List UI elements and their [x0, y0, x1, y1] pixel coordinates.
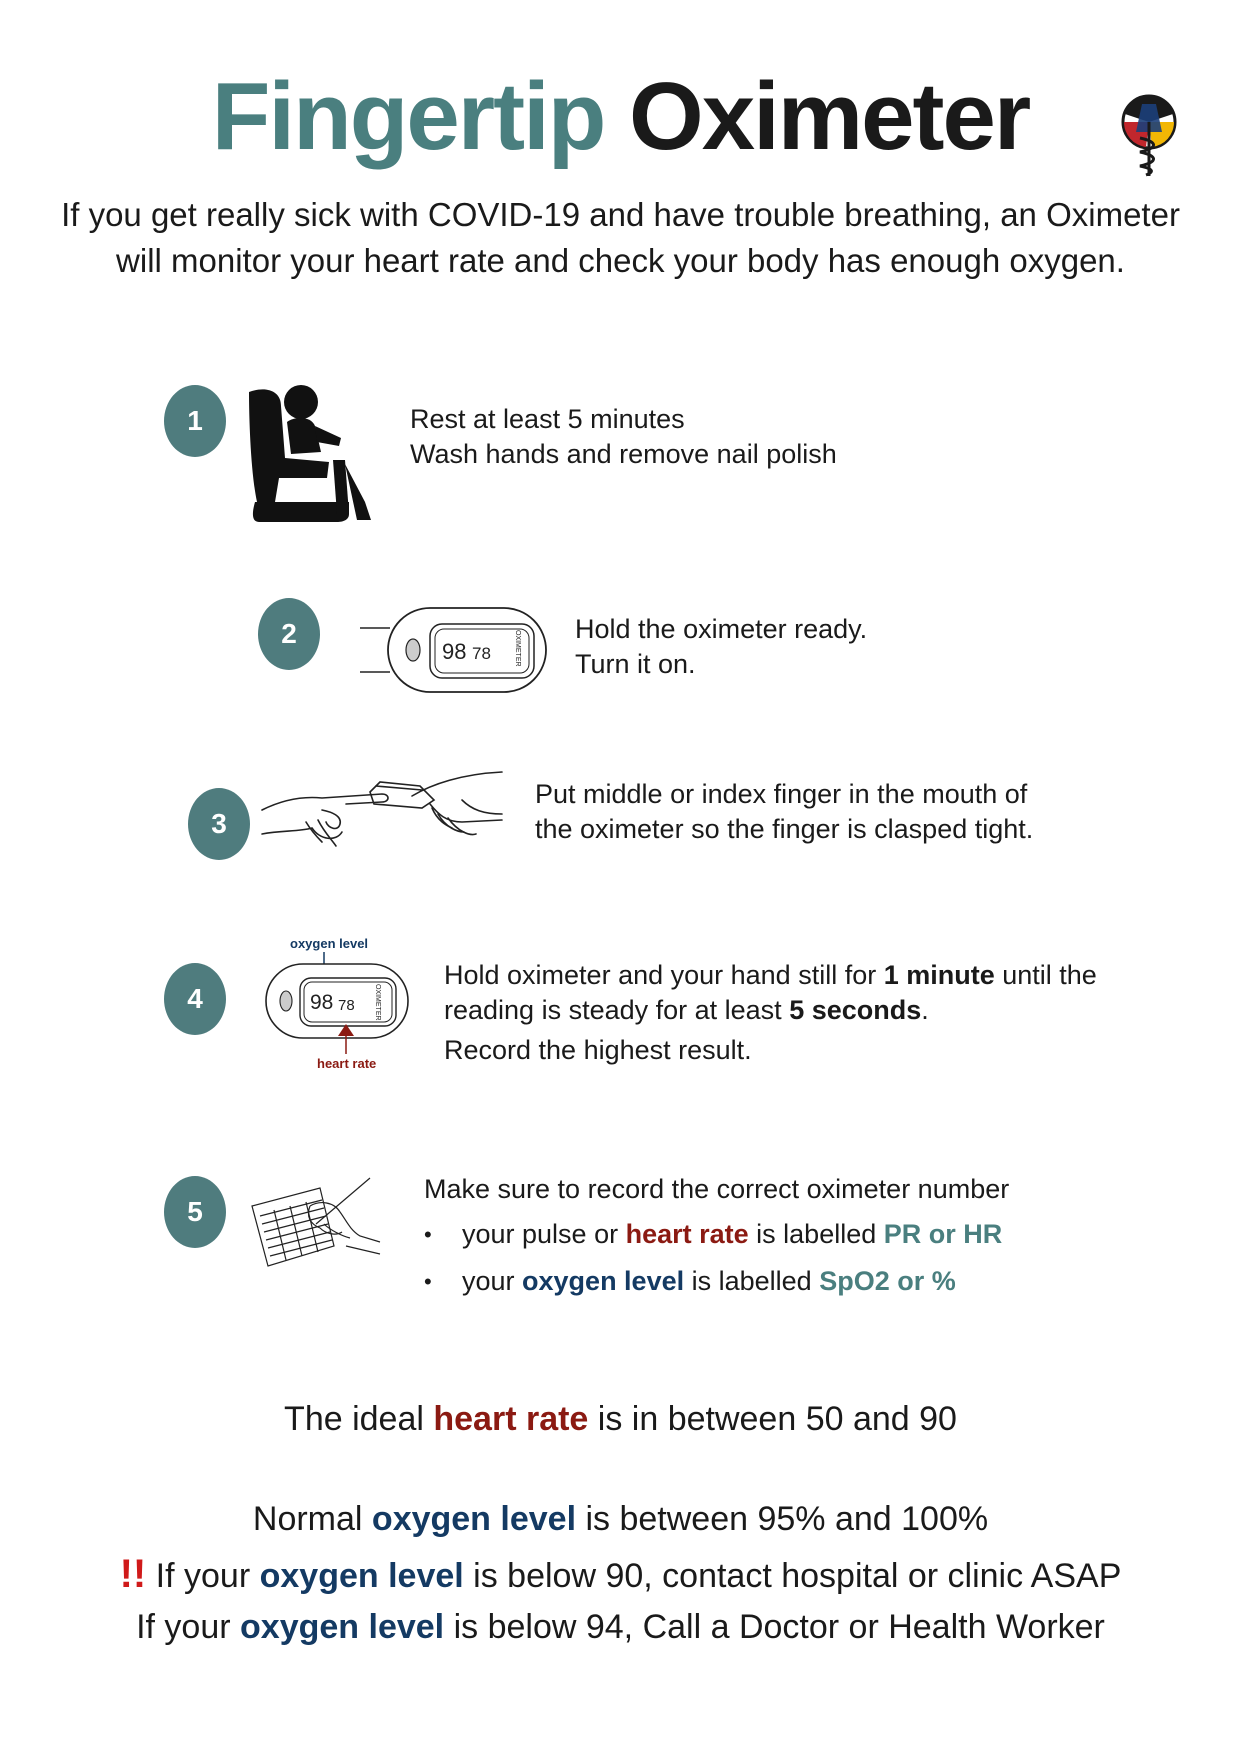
- bullet-2-highlight: oxygen level: [522, 1266, 685, 1296]
- warning-icon: !!: [119, 1552, 147, 1596]
- step-1-line-1: Rest at least 5 minutes: [410, 404, 685, 434]
- intro-text: [40, 192, 1201, 284]
- title-part1: Fingertip: [211, 63, 605, 170]
- bullet-2-label: SpO2 or %: [819, 1266, 956, 1296]
- summary-oxygen-below-94: [0, 1608, 1241, 1647]
- heart-rate-label: heart rate: [317, 1056, 377, 1071]
- oxygen-level-label: oxygen level: [290, 936, 369, 951]
- armchair-person-icon: [245, 382, 375, 524]
- step-2-line-1: Hold the oximeter ready.: [575, 614, 868, 644]
- oximeter-labelled-icon: [262, 934, 412, 1070]
- step-2-badge: 2: [258, 598, 320, 670]
- title-part2: Oximeter: [629, 63, 1030, 170]
- summary-oxygen-normal: [0, 1500, 1241, 1539]
- summary-4-highlight: oxygen level: [240, 1608, 445, 1646]
- oximeter-spo2-reading: 98: [442, 639, 467, 664]
- step-4-line-2-bold: 5 seconds: [789, 995, 922, 1025]
- step-5-bullet-2: [424, 1258, 1009, 1305]
- step-4-line-1: [444, 958, 1097, 993]
- summary-3-pre: If your: [146, 1557, 260, 1595]
- summary-4-pre: If your: [136, 1608, 241, 1646]
- summary-oxygen-below-90: [0, 1552, 1241, 1597]
- oximeter-pr-reading: 78: [472, 644, 491, 663]
- summary-1-highlight: heart rate: [433, 1400, 589, 1438]
- step-3-line-2: the oximeter so the finger is clasped tight.: [535, 814, 1034, 844]
- step-3-line-1: Put middle or index finger in the mouth of: [535, 779, 1028, 809]
- step-3-text: [535, 777, 1033, 847]
- step-1-badge: 1: [164, 385, 226, 457]
- summary-2-post: is between 95% and 100%: [576, 1500, 989, 1538]
- bullet-1-label: PR or HR: [883, 1219, 1003, 1249]
- step-3-badge: 3: [188, 788, 250, 860]
- step-5-text: [424, 1172, 1009, 1305]
- writing-hand-icon: [250, 1176, 386, 1268]
- summary-1-post: is in between 50 and 90: [588, 1400, 957, 1438]
- page-title: [0, 62, 1241, 172]
- step-4-line-2-pre: reading is steady for at least: [444, 995, 790, 1025]
- bullet-1-pre: your pulse or: [462, 1219, 626, 1249]
- summary-1-pre: The ideal: [284, 1400, 434, 1438]
- summary-3-highlight: oxygen level: [259, 1557, 464, 1595]
- bullet-2-mid: is labelled: [684, 1266, 820, 1296]
- summary-2-pre: Normal: [252, 1500, 372, 1538]
- hands-oximeter-icon: [262, 770, 517, 860]
- bullet-1-highlight: heart rate: [625, 1219, 749, 1249]
- bullet-2-pre: your: [462, 1266, 523, 1296]
- step-5-intro: Make sure to record the correct oximeter number: [424, 1174, 1010, 1204]
- step-4-line-1-bold: 1 minute: [883, 960, 995, 990]
- step-4-line-2-post: .: [921, 995, 929, 1025]
- step-4-line-3: Record the highest result.: [444, 1035, 752, 1065]
- step-5-badge: 5: [164, 1176, 226, 1248]
- oximeter-brand: OXIMETER: [514, 630, 521, 667]
- oximeter-pr-reading-labelled: 78: [338, 997, 355, 1014]
- step-4-text: [444, 958, 1097, 1068]
- step-4-badge: 4: [164, 963, 226, 1035]
- step-2-line-2: Turn it on.: [575, 649, 696, 679]
- step-4-line-1-post: until the: [994, 960, 1097, 990]
- intro-line-2: will monitor your heart rate and check your body has enough oxygen.: [116, 242, 1125, 279]
- step-4-line-2: [444, 993, 1097, 1028]
- step-5-bullet-1: [424, 1211, 1009, 1258]
- step-1-line-2: Wash hands and remove nail polish: [410, 439, 837, 469]
- organisation-logo: [1116, 92, 1182, 178]
- oximeter-spo2-reading-labelled: 98: [310, 991, 334, 1014]
- summary-4-post: is below 94, Call a Doctor or Health Worker: [444, 1608, 1105, 1646]
- intro-line-1: If you get really sick with COVID-19 and have trouble breathing, an Oximeter: [61, 196, 1180, 233]
- oximeter-brand-labelled: OXIMETER: [374, 984, 381, 1021]
- summary-3-post: is below 90, contact hospital or clinic ASAP: [463, 1557, 1122, 1595]
- summary-2-highlight: oxygen level: [371, 1500, 577, 1538]
- step-5-bullet-list: [424, 1211, 1009, 1305]
- step-1-text: [410, 402, 837, 472]
- summary-heart-rate: [0, 1400, 1241, 1439]
- step-4-line-1-pre: Hold oximeter and your hand still for: [444, 960, 884, 990]
- step-2-text: [575, 612, 867, 682]
- oximeter-icon: [360, 604, 550, 696]
- bullet-1-mid: is labelled: [748, 1219, 884, 1249]
